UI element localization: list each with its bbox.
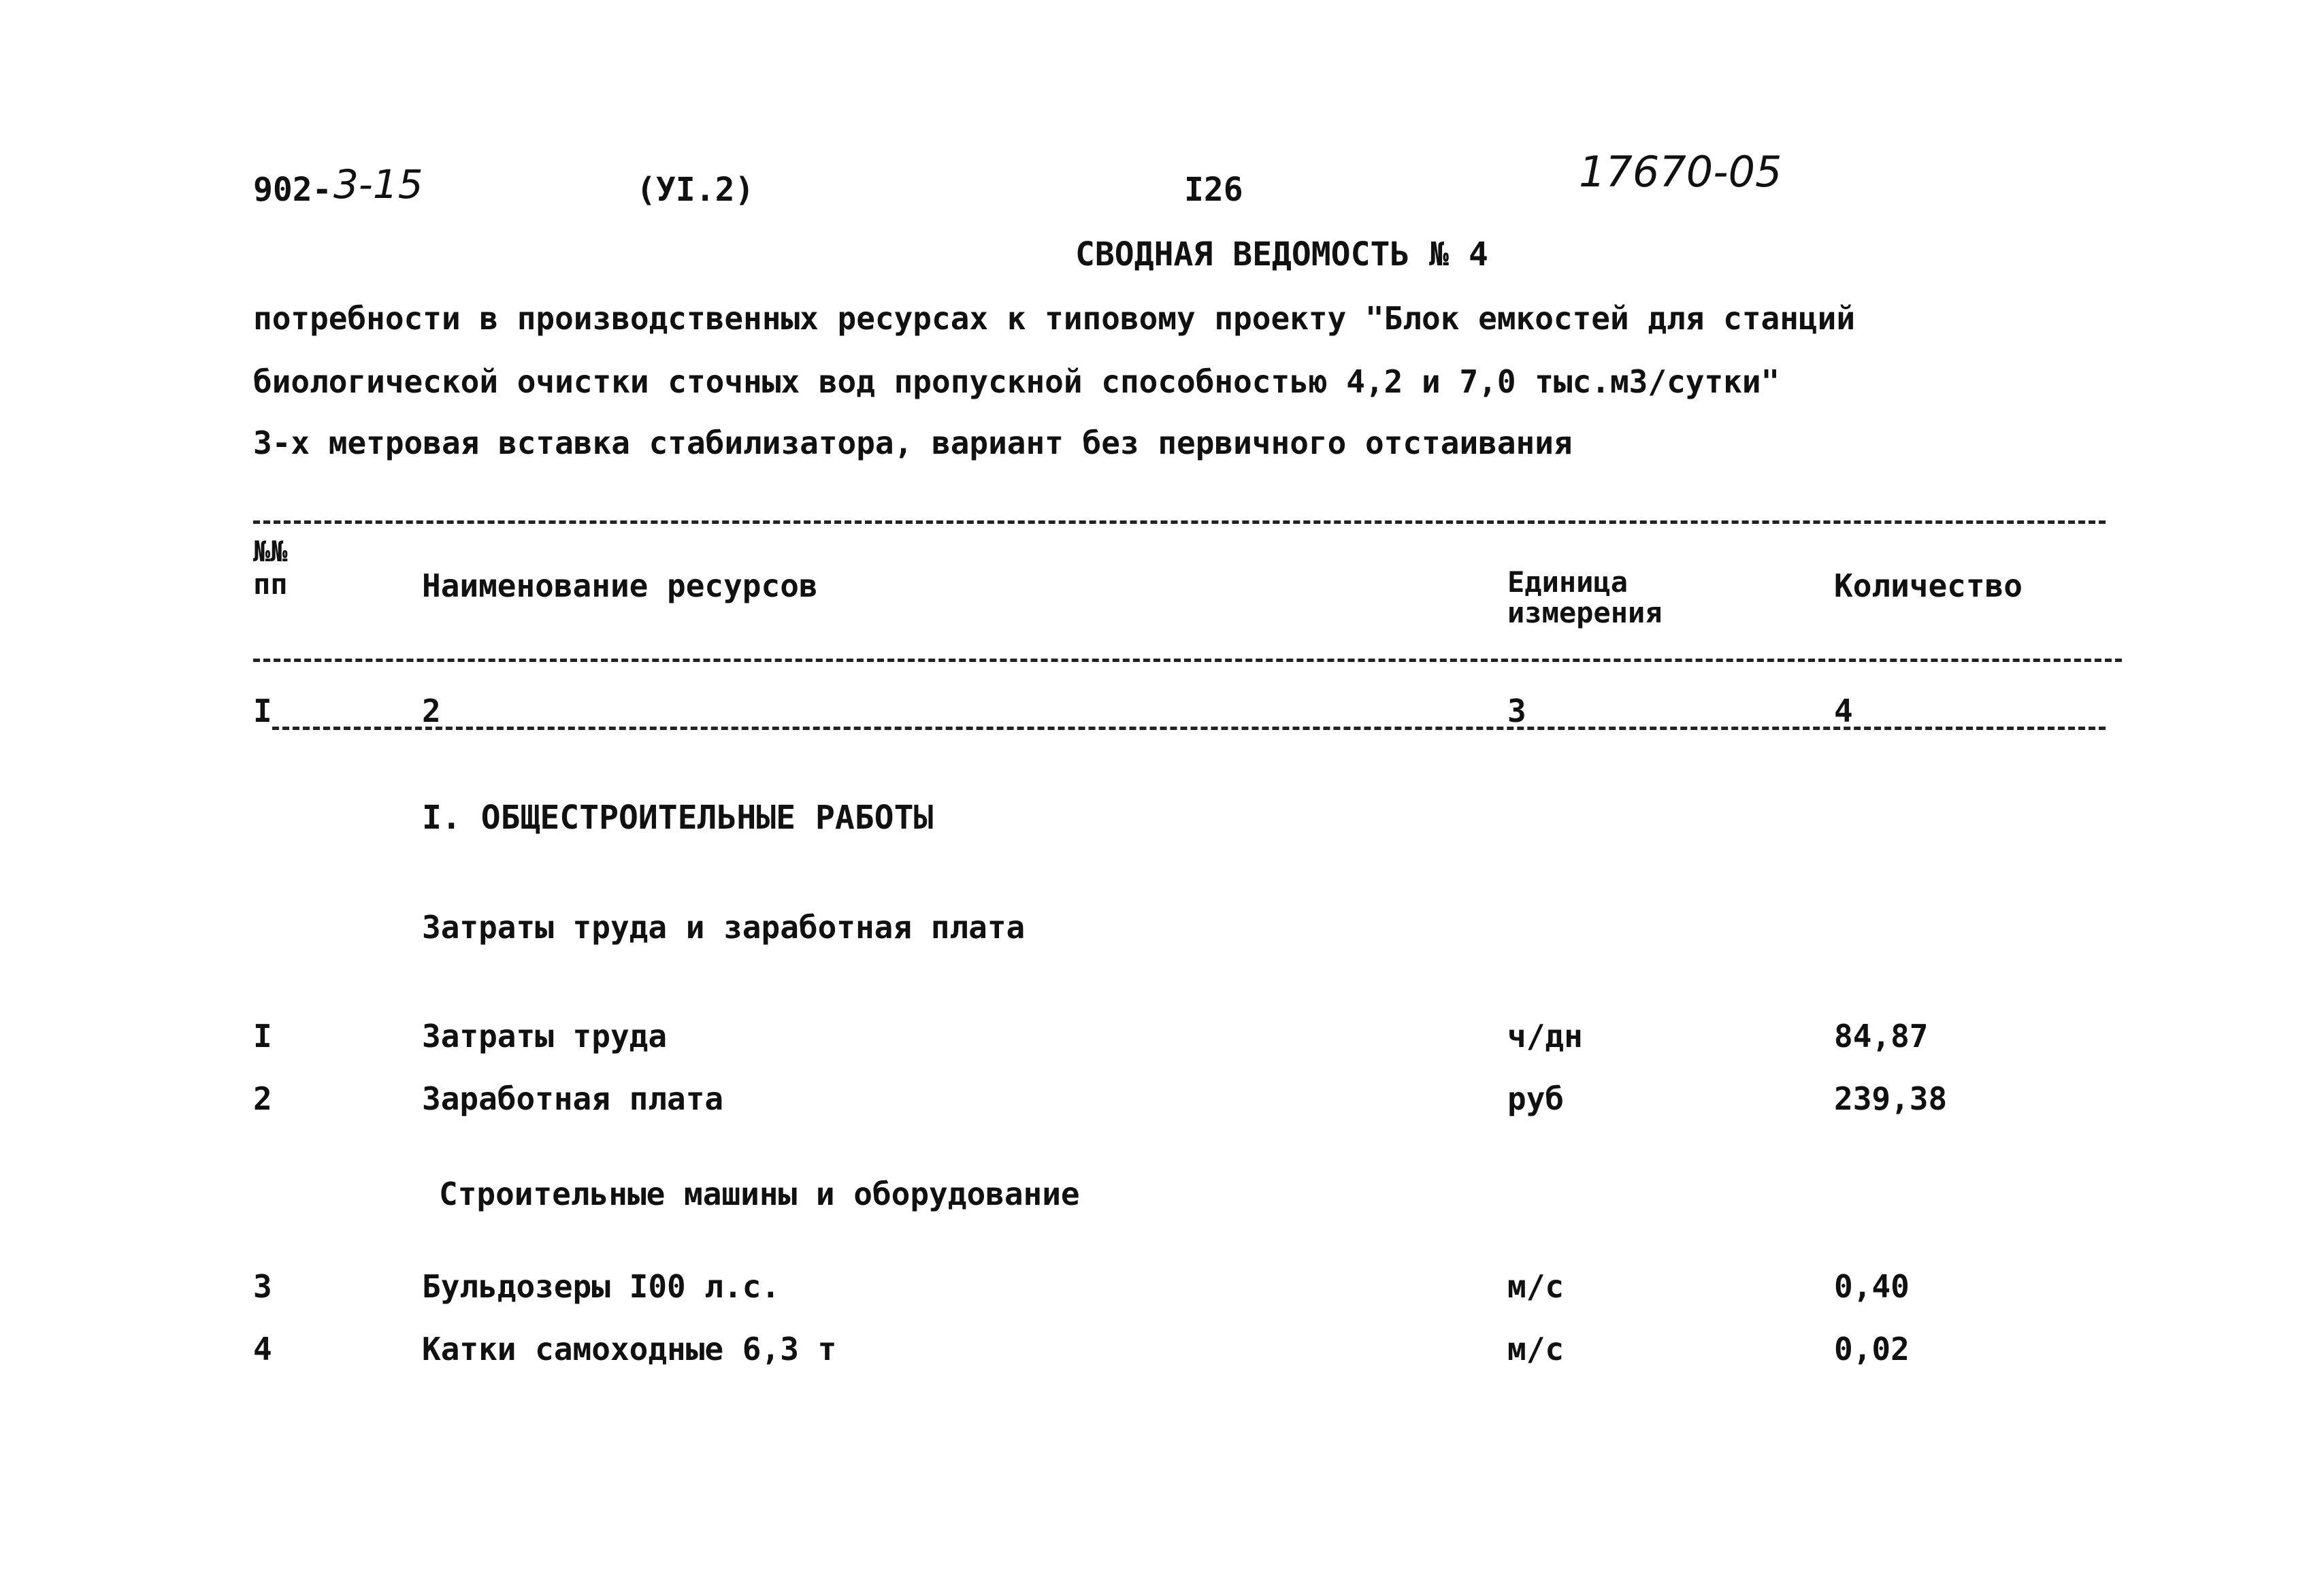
- header-unit-line2: измерения: [1507, 596, 1663, 629]
- row-unit: м/с: [1507, 1331, 1565, 1367]
- column-number-4: 4: [1834, 693, 1853, 729]
- row-name: Катки самоходные 6,3 т: [422, 1331, 837, 1367]
- page-title: СВОДНАЯ ВЕДОМОСТЬ № 4: [1075, 235, 1488, 273]
- header-name: Наименование ресурсов: [422, 567, 818, 604]
- table-top-rule: [253, 520, 2106, 524]
- description-line-2: биологической очистки сточных вод пропускной способностью 4,2 и 7,0 тыс.м3/сутки": [253, 363, 1780, 400]
- row-qty: 239,38: [1834, 1080, 1948, 1117]
- group-title: Строительные машины и оборудование: [439, 1176, 1080, 1212]
- column-number-1: I: [253, 693, 272, 729]
- row-name: Затраты труда: [422, 1018, 668, 1055]
- description-line-3: 3-х метровая вставка стабилизатора, вариант без первичного отстаивания: [253, 425, 1573, 461]
- header-unit-line1: Единица: [1507, 565, 1629, 599]
- column-number-3: 3: [1507, 693, 1526, 729]
- description-line-1: потребности в производственных ресурсах к типовому проекту "Блок емкостей для станций: [253, 300, 1856, 337]
- row-number: 3: [253, 1268, 272, 1305]
- column-numbers-rule: [272, 727, 2106, 730]
- header-num-line1: №№: [253, 535, 288, 568]
- row-qty: 0,02: [1834, 1331, 1910, 1367]
- table-header-rule: [253, 659, 2122, 662]
- page-number: I26: [1184, 171, 1243, 209]
- archive-number: 17670-05: [1579, 147, 1782, 197]
- header-num-line2: пп: [253, 567, 288, 601]
- header-qty: Количество: [1834, 567, 2023, 604]
- row-unit: руб: [1507, 1080, 1565, 1117]
- row-unit: ч/дн: [1507, 1018, 1583, 1055]
- doc-code-handwritten: 3-15: [333, 161, 423, 208]
- row-unit: м/с: [1507, 1268, 1565, 1305]
- section-title: I. ОБЩЕСТРОИТЕЛЬНЫЕ РАБОТЫ: [422, 799, 934, 837]
- column-number-2: 2: [422, 693, 441, 729]
- row-name: Бульдозеры I00 л.с.: [422, 1268, 781, 1305]
- volume-label: (УI.2): [636, 171, 755, 209]
- group-title: Затраты труда и заработная плата: [422, 909, 1026, 946]
- row-number: 4: [253, 1331, 272, 1367]
- doc-code-printed: 902-: [253, 171, 332, 209]
- row-name: Заработная плата: [422, 1080, 724, 1117]
- row-qty: 0,40: [1834, 1268, 1910, 1305]
- row-qty: 84,87: [1834, 1018, 1929, 1055]
- row-number: I: [253, 1018, 272, 1055]
- row-number: 2: [253, 1080, 272, 1117]
